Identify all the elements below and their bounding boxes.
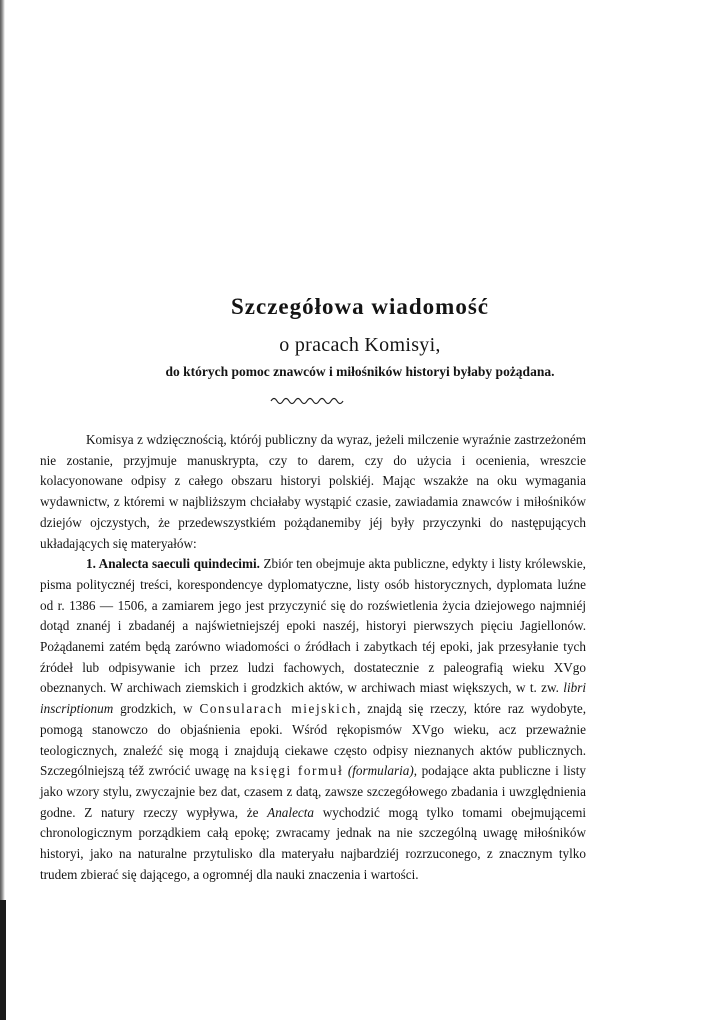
- section-1-text-5: wychodzić mogą tylko tomami obejmującemi chronologicznym porządkiem całą epokę; zwracamy jednak na nie szczególną uwagę miłośników historyi, jako na naturalne przytulisko dla materyału najbardziéj rozrzuconego, z znacznym tylko trudem zbierać się dającego, a ogromnéj dla nauki znaczenia i wartości.: [40, 804, 586, 882]
- body-text: [40, 430, 586, 885]
- section-1-italic-1: libri inscriptionum: [40, 680, 586, 717]
- section-1-text-3: , znajdą się rzeczy, które raz wydobyte, pomogą stanowczo do objaśnienia epoki. Wśród rękopismów XVgo wieku, acz przeważnie teologicznych, znaleźć się mogą i znajdują ciekawe często odpisy nieznanych aktów publicznych. Szczególniejszą též zwrócić uwagę na: [40, 701, 587, 779]
- section-1-spaced-1: Consularach miejskich: [199, 701, 358, 717]
- wave-line: [271, 399, 343, 404]
- section-1-title: 1. Analecta saeculi quindecimi.: [86, 556, 260, 572]
- section-1-paragraph: [40, 554, 586, 885]
- section-1-text-4: , podające akta publiczne i listy jako wzory stylu, zwyczajnie bez dat, czasem z datą, zawsze szczegółowego zbadania i uwzględnienia godne. Z natury rzeczy wypływa, że: [40, 763, 587, 820]
- scan-binding-edge: [0, 0, 5, 1017]
- page-subtitle: o pracach Komisyi,: [279, 334, 441, 356]
- page-title: Szczegółowa wiadomość: [231, 294, 489, 319]
- section-1-italic-3: Analecta: [267, 804, 315, 820]
- section-1-text-1: Zbiór ten obejmuje akta publiczne, edykty i listy królewskie, pisma politycznéj treści, korespondencye dyplomatyczne, listy osób historycznych, dyplomata luźne od r. 1386 — 1506, a zamiarem jego jest przyczynić się do rozświetlenia życia dziejowego najmniéj dotąd znanéj i zbadanéj a najświetniejszéj epoki naszéj, historyi pierwszych pięciu Jagiellonów. Pożądanemi zatém będą zarówno wiadomości o źródłach i zabytkach téj epoki, jak przesyłanie tych źródeł lub odpisywanie ich przez ludzi fachowych, dostatecznie z paleografią wieku XVgo obeznanych. W archiwach ziemskich i grodzkich aktów, w archiwach miast większych, w t. zw.: [40, 556, 586, 696]
- page-caption: do których pomoc znawców i miłośników historyi byłaby pożądana.: [165, 364, 555, 379]
- scan-edge-mark: [0, 900, 6, 1020]
- intro-paragraph: Komisya z wdzięcznością, którój publiczny da wyraz, jeżeli milczenie wyraźnie zastrzeżoném nie zostanie, przyjmuje manuskrypta, czy to darem, czy do użycia i ocenienia, wreszcie kolacyonowane odpisy z całego obszaru historyi polskiéj. Mając wszakże na oku wymagania wydawnictw, z któremi w najbliższym chciałaby wystąpić czasie, zawiadamia znawców i miłośników dziejów ojczystych, że przedewszystkiém pożądanemiby jéj były przyczynki do następujących układających się materyałów:: [40, 432, 586, 551]
- decorative-wave-ornament: [270, 394, 346, 408]
- section-1-spaced-2: księgi formuł: [250, 763, 344, 779]
- section-1-text-2: grodzkich, w: [120, 701, 193, 717]
- section-1-italic-2: (formularia): [347, 763, 414, 779]
